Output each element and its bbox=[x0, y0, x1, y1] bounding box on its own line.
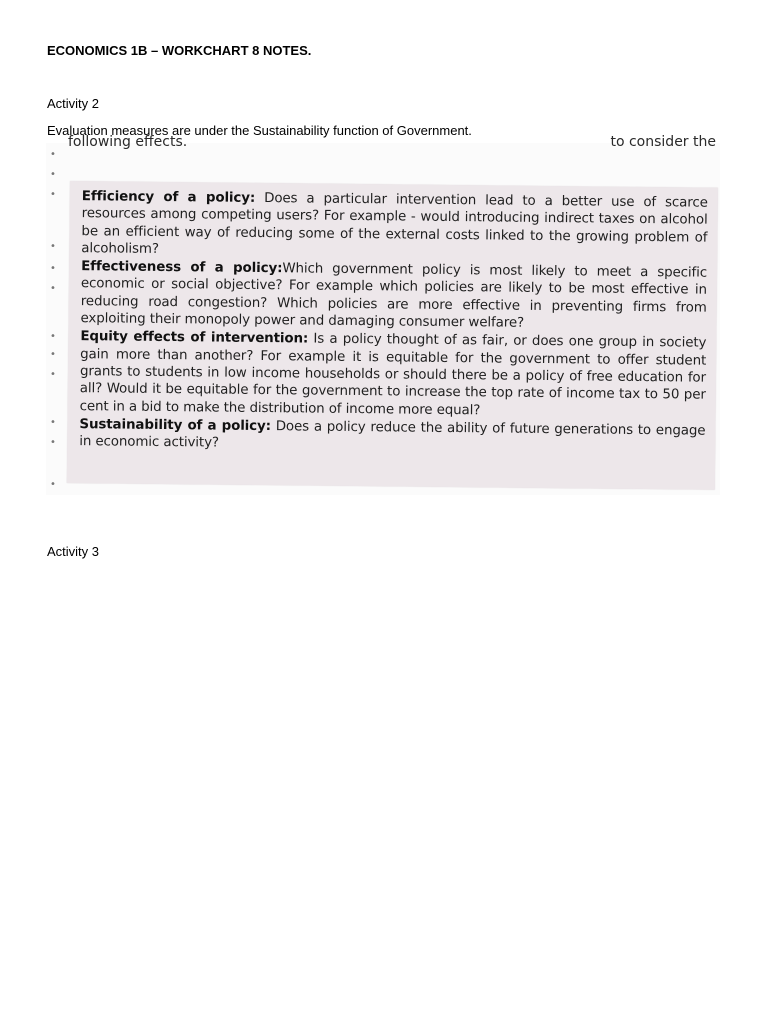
policy-criteria-panel bbox=[67, 181, 718, 490]
margin-mark: • bbox=[50, 169, 56, 180]
entry-term: Effectiveness of a policy: bbox=[81, 259, 283, 277]
margin-mark: • bbox=[50, 479, 56, 490]
policy-criteria-list bbox=[79, 188, 708, 458]
scan-top-right-fragment: to consider the bbox=[610, 134, 716, 150]
entry-efficiency bbox=[81, 188, 708, 264]
activity-2-heading: Activity 2 bbox=[47, 96, 100, 111]
entry-effectiveness bbox=[80, 258, 707, 334]
entry-text: Is a policy thought of as fair, or does one group in society gain more than another? For example it is equitable for the government to offer student grants to students in low income households or should there be a policy of free education for all? Would it be equitable for the government to increase the top rate of income tax to 50 per cent in a bid to make the distribution of income more equal? bbox=[79, 331, 707, 418]
margin-mark: • bbox=[50, 241, 56, 252]
margin-mark: • bbox=[50, 189, 56, 200]
scan-top-left-fragment: following effects. bbox=[68, 134, 188, 150]
margin-mark: • bbox=[50, 437, 56, 448]
scanned-book-excerpt bbox=[46, 134, 720, 495]
margin-mark: • bbox=[50, 263, 56, 274]
entry-text: Which government policy is most likely to meet a specific economic or social objective? For example which policies are likely to be most effective in reducing road congestion? Which policies are more effective in preventing firms from exploiting their monopoly power and damaging consumer welfare? bbox=[80, 261, 708, 331]
entry-term: Efficiency of a policy: bbox=[81, 189, 256, 206]
margin-mark: • bbox=[50, 349, 56, 360]
margin-mark: • bbox=[50, 149, 56, 160]
margin-mark: • bbox=[50, 369, 56, 380]
entry-text: Does a particular intervention lead to a better use of scarce resources among competing users? For example - would introducing indirect taxes on alcohol be an efficient way of reducing some of the external costs linked to the growing problem of alcoholism? bbox=[81, 190, 708, 257]
document-title: ECONOMICS 1B – WORKCHART 8 NOTES. bbox=[47, 43, 312, 58]
entry-equity bbox=[80, 328, 707, 421]
activity-3-heading: Activity 3 bbox=[47, 544, 100, 559]
entry-term: Sustainability of a policy: bbox=[79, 416, 272, 434]
margin-mark: • bbox=[50, 283, 56, 294]
entry-sustainability bbox=[79, 416, 705, 457]
entry-text: Does a policy reduce the ability of future generations to engage in economic activity? bbox=[79, 418, 706, 451]
margin-mark: • bbox=[50, 417, 56, 428]
entry-term: Equity effects of intervention: bbox=[80, 329, 309, 347]
scan-margin-marks bbox=[48, 149, 64, 489]
intro-paragraph: Evaluation measures are under the Sustainability function of Government. bbox=[47, 123, 472, 138]
margin-mark: • bbox=[50, 331, 56, 342]
scan-cut-off-line bbox=[68, 134, 718, 156]
